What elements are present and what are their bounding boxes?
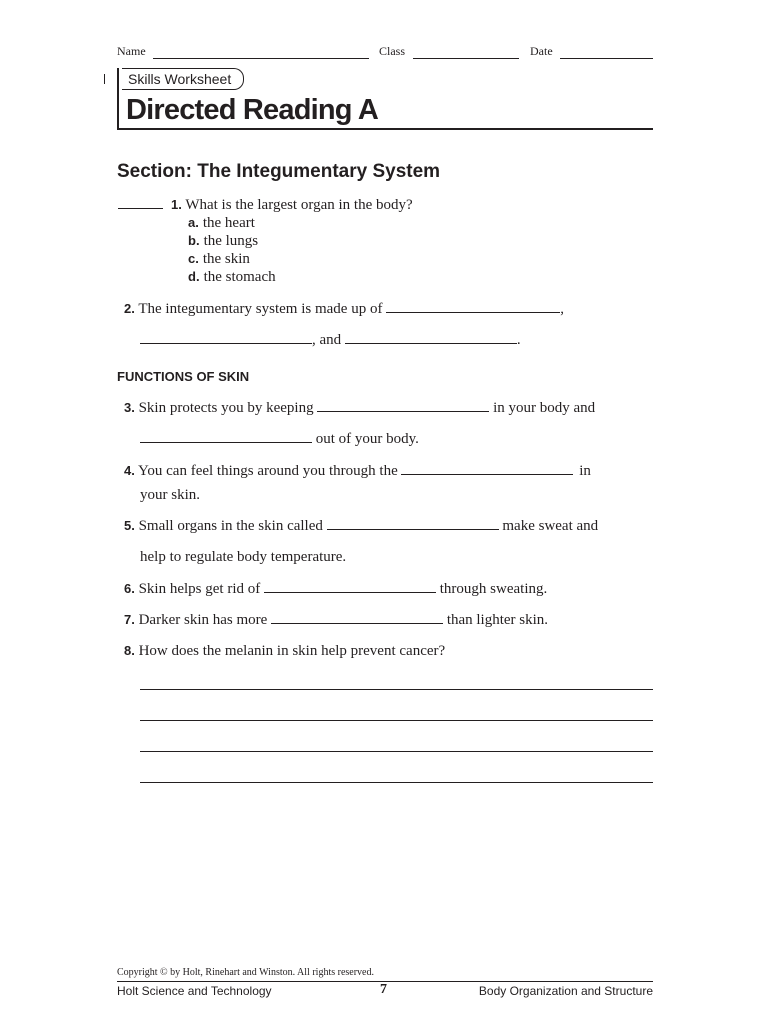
margin-tick bbox=[104, 74, 105, 84]
page-number: 7 bbox=[380, 982, 387, 997]
q6-blank[interactable] bbox=[264, 591, 436, 593]
q7-blank[interactable] bbox=[271, 622, 443, 624]
section-title: Section: The Integumentary System bbox=[117, 161, 441, 182]
q8-answer-line-4[interactable] bbox=[140, 782, 653, 783]
question-2: 2. The integumentary system is made up of , bbox=[124, 301, 564, 317]
date-field[interactable] bbox=[560, 57, 653, 59]
page-title: Directed Reading A bbox=[126, 94, 379, 126]
question-number: 1. bbox=[171, 197, 182, 212]
question-5-cont: help to regulate body temperature. bbox=[140, 549, 347, 565]
copyright-notice: Copyright © by Holt, Rinehart and Winston. All rights reserved. bbox=[117, 967, 374, 978]
question-5: 5. Small organs in the skin called make sweat and bbox=[124, 518, 599, 534]
class-field[interactable] bbox=[413, 57, 519, 59]
question-4: 4. You can feel things around you through the in bbox=[124, 463, 591, 479]
skills-worksheet-badge: Skills Worksheet bbox=[122, 68, 244, 90]
q8-answer-line-3[interactable] bbox=[140, 751, 653, 752]
q8-answer-line-1[interactable] bbox=[140, 689, 653, 690]
name-field[interactable] bbox=[153, 57, 369, 59]
subheading: FUNCTIONS OF SKIN bbox=[117, 369, 250, 384]
q8-answer-line-2[interactable] bbox=[140, 720, 653, 721]
footer-chapter-title: Body Organization and Structure bbox=[478, 984, 653, 998]
name-label: Name bbox=[117, 44, 146, 58]
q2-blank-2[interactable] bbox=[140, 342, 312, 344]
question-4-cont: your skin. bbox=[140, 487, 200, 503]
q5-blank[interactable] bbox=[327, 528, 499, 530]
question-6: 6. Skin helps get rid of through sweating. bbox=[124, 581, 548, 597]
q2-blank-1[interactable] bbox=[386, 311, 560, 313]
question-text: What is the largest organ in the body? bbox=[185, 197, 413, 213]
q3-blank-1[interactable] bbox=[317, 410, 489, 412]
title-rule bbox=[117, 128, 653, 130]
q1-option-d: d. the stomach bbox=[188, 269, 276, 285]
q2-blank-3[interactable] bbox=[345, 342, 517, 344]
question-1 bbox=[171, 196, 413, 214]
q4-blank[interactable] bbox=[401, 473, 573, 475]
date-label: Date bbox=[530, 44, 553, 58]
footer-book-title: Holt Science and Technology bbox=[117, 984, 272, 998]
question-3: 3. Skin protects you by keeping in your body and bbox=[124, 400, 596, 416]
q1-option-a: a. the heart bbox=[188, 215, 255, 231]
q1-answer-blank[interactable] bbox=[118, 208, 163, 209]
student-info-header bbox=[117, 44, 653, 60]
q1-option-c: c. the skin bbox=[188, 251, 250, 267]
class-label: Class bbox=[379, 44, 406, 58]
question-2-cont: , and . bbox=[140, 331, 521, 349]
title-bar bbox=[117, 68, 119, 130]
q1-option-b: b. the lungs bbox=[188, 233, 259, 249]
question-3-cont: out of your body. bbox=[140, 430, 419, 448]
question-7: 7. Darker skin has more than lighter skin. bbox=[124, 612, 549, 628]
question-8: 8. How does the melanin in skin help prevent cancer? bbox=[124, 643, 446, 659]
q3-blank-2[interactable] bbox=[140, 441, 312, 443]
